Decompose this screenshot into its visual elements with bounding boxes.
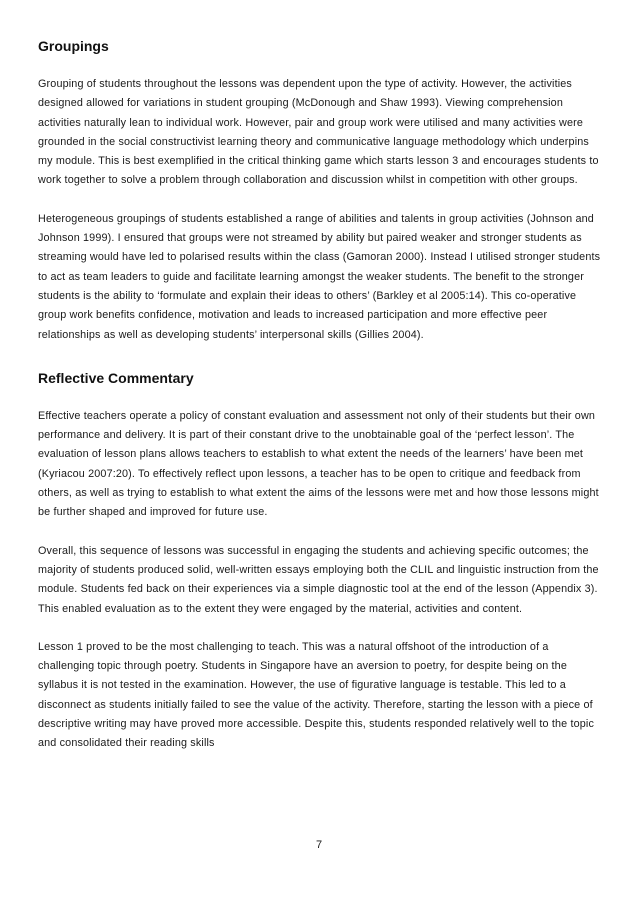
page-number: 7 [315,839,323,851]
section-heading-groupings: Groupings [38,38,109,54]
paragraph-groupings-1: Grouping of students throughout the lessons was dependent upon the type of activity. However, the activities designed allowed for variations in student grouping (McDonough and Shaw 1993). Viewing comprehension activities naturally lean to individual work. However, pair and group work were utilised and many activities were grounded in the social constructivist learning theory and communicative language methodology which underpins my module. This is best exemplified in the critical thinking game which starts lesson 3 and encourages students to work together to solve a problem through collaboration and discussion whilst in competition with other groups. [38,78,599,187]
paragraph-reflective-1: Effective teachers operate a policy of constant evaluation and assessment not only of their students but their own performance and delivery. It is part of their constant drive to the unobtainable goal of the ‘perfect lesson’. The evaluation of lesson plans allows teachers to establish to what extent the needs of the learners’ have been met (Kyriacou 2007:20). To effectively reflect upon lessons, a teacher has to be open to critique and feedback from others, as well as trying to establish to what extent the aims of the lessons were met and how those lessons might be further shaped and improved for future use. [38,409,599,519]
paragraph-reflective-3: Lesson 1 proved to be the most challenging to teach. This was a natural offshoot of the introduction of a challenging topic through poetry. Students in Singapore have an aversion to poetry, for despite being on the syllabus it is not tested in the examination. However, the use of figurative language is testable. This led to a disconnect as students initially failed to see the value of the activity. Therefore, starting the lesson with a piece of descriptive writing may have proved more accessible. Despite this, students responded relatively well to the topic and consolidated their reading skills [38,640,595,750]
paragraph-reflective-2: Overall, this sequence of lessons was successful in engaging the students and achieving specific outcomes; the majority of students produced solid, well-written essays employing both the CLIL and linguistic instruction from the module. Students fed back on their experiences via a simple diagnostic tool at the end of the lesson (Appendix 3). This enabled evaluation as to the extent they were engaged by the material, activities and content. [38,544,599,615]
document-page [38,34,604,754]
section-heading-reflective-commentary: Reflective Commentary [38,369,194,386]
paragraph-groupings-2: Heterogeneous groupings of students established a range of abilities and talents in group activities (Johnson and Johnson 1999). I ensured that groups were not streamed by ability but paired weaker and stronger students as streaming would have led to polarised results within the class (Gamoran 2000). Instead I utilised stronger students to act as team leaders to guide and facilitate learning amongst the weaker students. The benefit to the stronger students is the ability to ‘formulate and explain their ideas to others’ (Barkley et al 2005:14). This co-operative group work benefits confidence, motivation and leads to increased participation and more effective peer relationships as well as developing students’ interpersonal skills (Gillies 2004). [38,212,601,341]
